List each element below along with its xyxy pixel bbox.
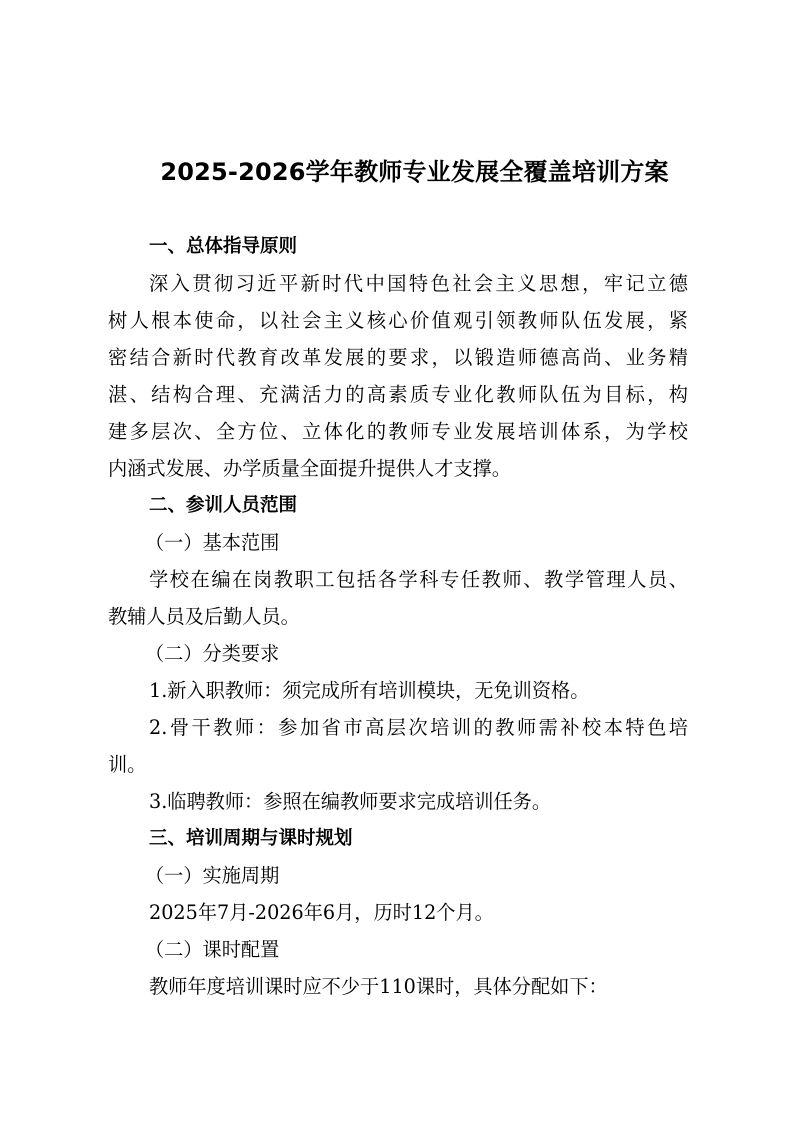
document-body [108, 228, 688, 1005]
subsection-heading-basic-scope: （一）基本范围 [145, 531, 280, 554]
list-item: 2.骨干教师：参加省市高层次培训的教师需补校本特色培 [149, 716, 688, 739]
paragraph-line: 教辅人员及后勤人员。 [108, 605, 300, 628]
paragraph-line: 树人根本使命，以社会主义核心价值观引领教师队伍发展，紧 [108, 309, 688, 332]
list-item-continuation: 训。 [108, 753, 147, 776]
document-title: 2025-2026学年教师专业发展全覆盖培训方案 [160, 158, 669, 186]
paragraph-line: 深入贯彻习近平新时代中国特色社会主义思想，牢记立德 [149, 272, 688, 295]
subsection-heading-implementation-period: （一）实施周期 [145, 864, 280, 887]
paragraph-line: 内涵式发展、办学质量全面提升提供人才支撑。 [108, 457, 511, 480]
list-item: 1.新入职教师：须完成所有培训模块，无免训资格。 [149, 679, 590, 702]
section-heading-participants: 二、参训人员范围 [149, 495, 298, 516]
paragraph-line: 建多层次、全方位、立体化的教师专业发展培训体系，为学校 [108, 420, 688, 443]
subsection-heading-category-requirements: （二）分类要求 [145, 642, 280, 665]
paragraph-line: 湛、结构合理、充满活力的高素质专业化教师队伍为目标，构 [108, 383, 688, 406]
paragraph-line: 密结合新时代教育改革发展的要求，以锻造师德高尚、业务精 [108, 346, 688, 369]
paragraph-line: 2025年7月-2026年6月，历时12个月。 [149, 901, 494, 924]
section-heading-guiding-principles: 一、总体指导原则 [149, 236, 298, 257]
list-item: 3.临聘教师：参照在编教师要求完成培训任务。 [149, 790, 552, 813]
paragraph-line: 教师年度培训课时应不少于110课时，具体分配如下： [149, 975, 608, 998]
section-heading-training-cycle: 三、培训周期与课时规划 [149, 828, 353, 849]
paragraph-line: 学校在编在岗教职工包括各学科专任教师、教学管理人员、 [149, 568, 688, 591]
subsection-heading-hours-allocation: （二）课时配置 [145, 938, 280, 961]
